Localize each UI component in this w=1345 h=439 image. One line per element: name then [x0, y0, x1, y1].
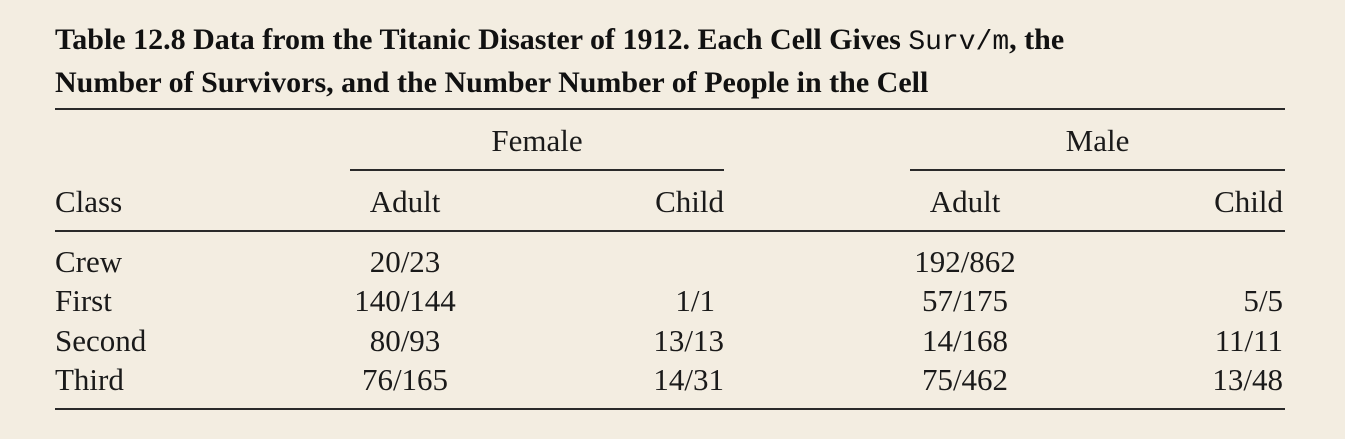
column-header-class: Class	[55, 184, 123, 219]
table-cell: 20/23	[369, 244, 441, 279]
caption-line-1	[55, 20, 1295, 63]
header-rule	[55, 230, 1285, 232]
column-header-male-adult: Adult	[929, 184, 1001, 219]
caption-prefix: Table 12.8 Data from the Titanic Disaster of 1912. Each Cell Gives	[55, 23, 909, 56]
group-header-male: Male	[1065, 123, 1130, 158]
caption-suffix: , the	[1009, 23, 1065, 56]
table-caption	[55, 20, 1295, 103]
row-label: Third	[55, 362, 124, 397]
table-cell: 14/168	[921, 323, 1009, 358]
male-group-rule	[910, 169, 1285, 171]
table-cell: 140/144	[354, 283, 456, 318]
column-header-female-child: Child	[655, 184, 724, 219]
table-cell: 14/31	[653, 362, 724, 397]
row-label: First	[55, 283, 112, 318]
table-cell: 75/462	[921, 362, 1009, 397]
caption-code: Surv/m	[908, 27, 1010, 58]
row-label: Crew	[55, 244, 123, 279]
group-header-female: Female	[491, 123, 583, 158]
table-cell: 5/5	[1243, 283, 1283, 318]
table-cell: 76/165	[361, 362, 449, 397]
female-group-rule	[350, 169, 724, 171]
table-cell: 13/13	[653, 323, 724, 358]
column-header-male-child: Child	[1214, 184, 1283, 219]
top-rule	[55, 108, 1285, 110]
table-cell: 13/48	[1212, 362, 1283, 397]
caption-line-2: Number of Survivors, and the Number Number of People in the Cell	[55, 66, 929, 99]
table-cell: 57/175	[921, 283, 1009, 318]
table-cell: 192/862	[914, 244, 1016, 279]
row-label: Second	[55, 323, 147, 358]
table-cell: 80/93	[369, 323, 441, 358]
table-cell: 1/1	[675, 283, 715, 318]
bottom-rule	[55, 408, 1285, 410]
table-cell: 11/11	[1214, 323, 1283, 358]
column-header-female-adult: Adult	[369, 184, 441, 219]
